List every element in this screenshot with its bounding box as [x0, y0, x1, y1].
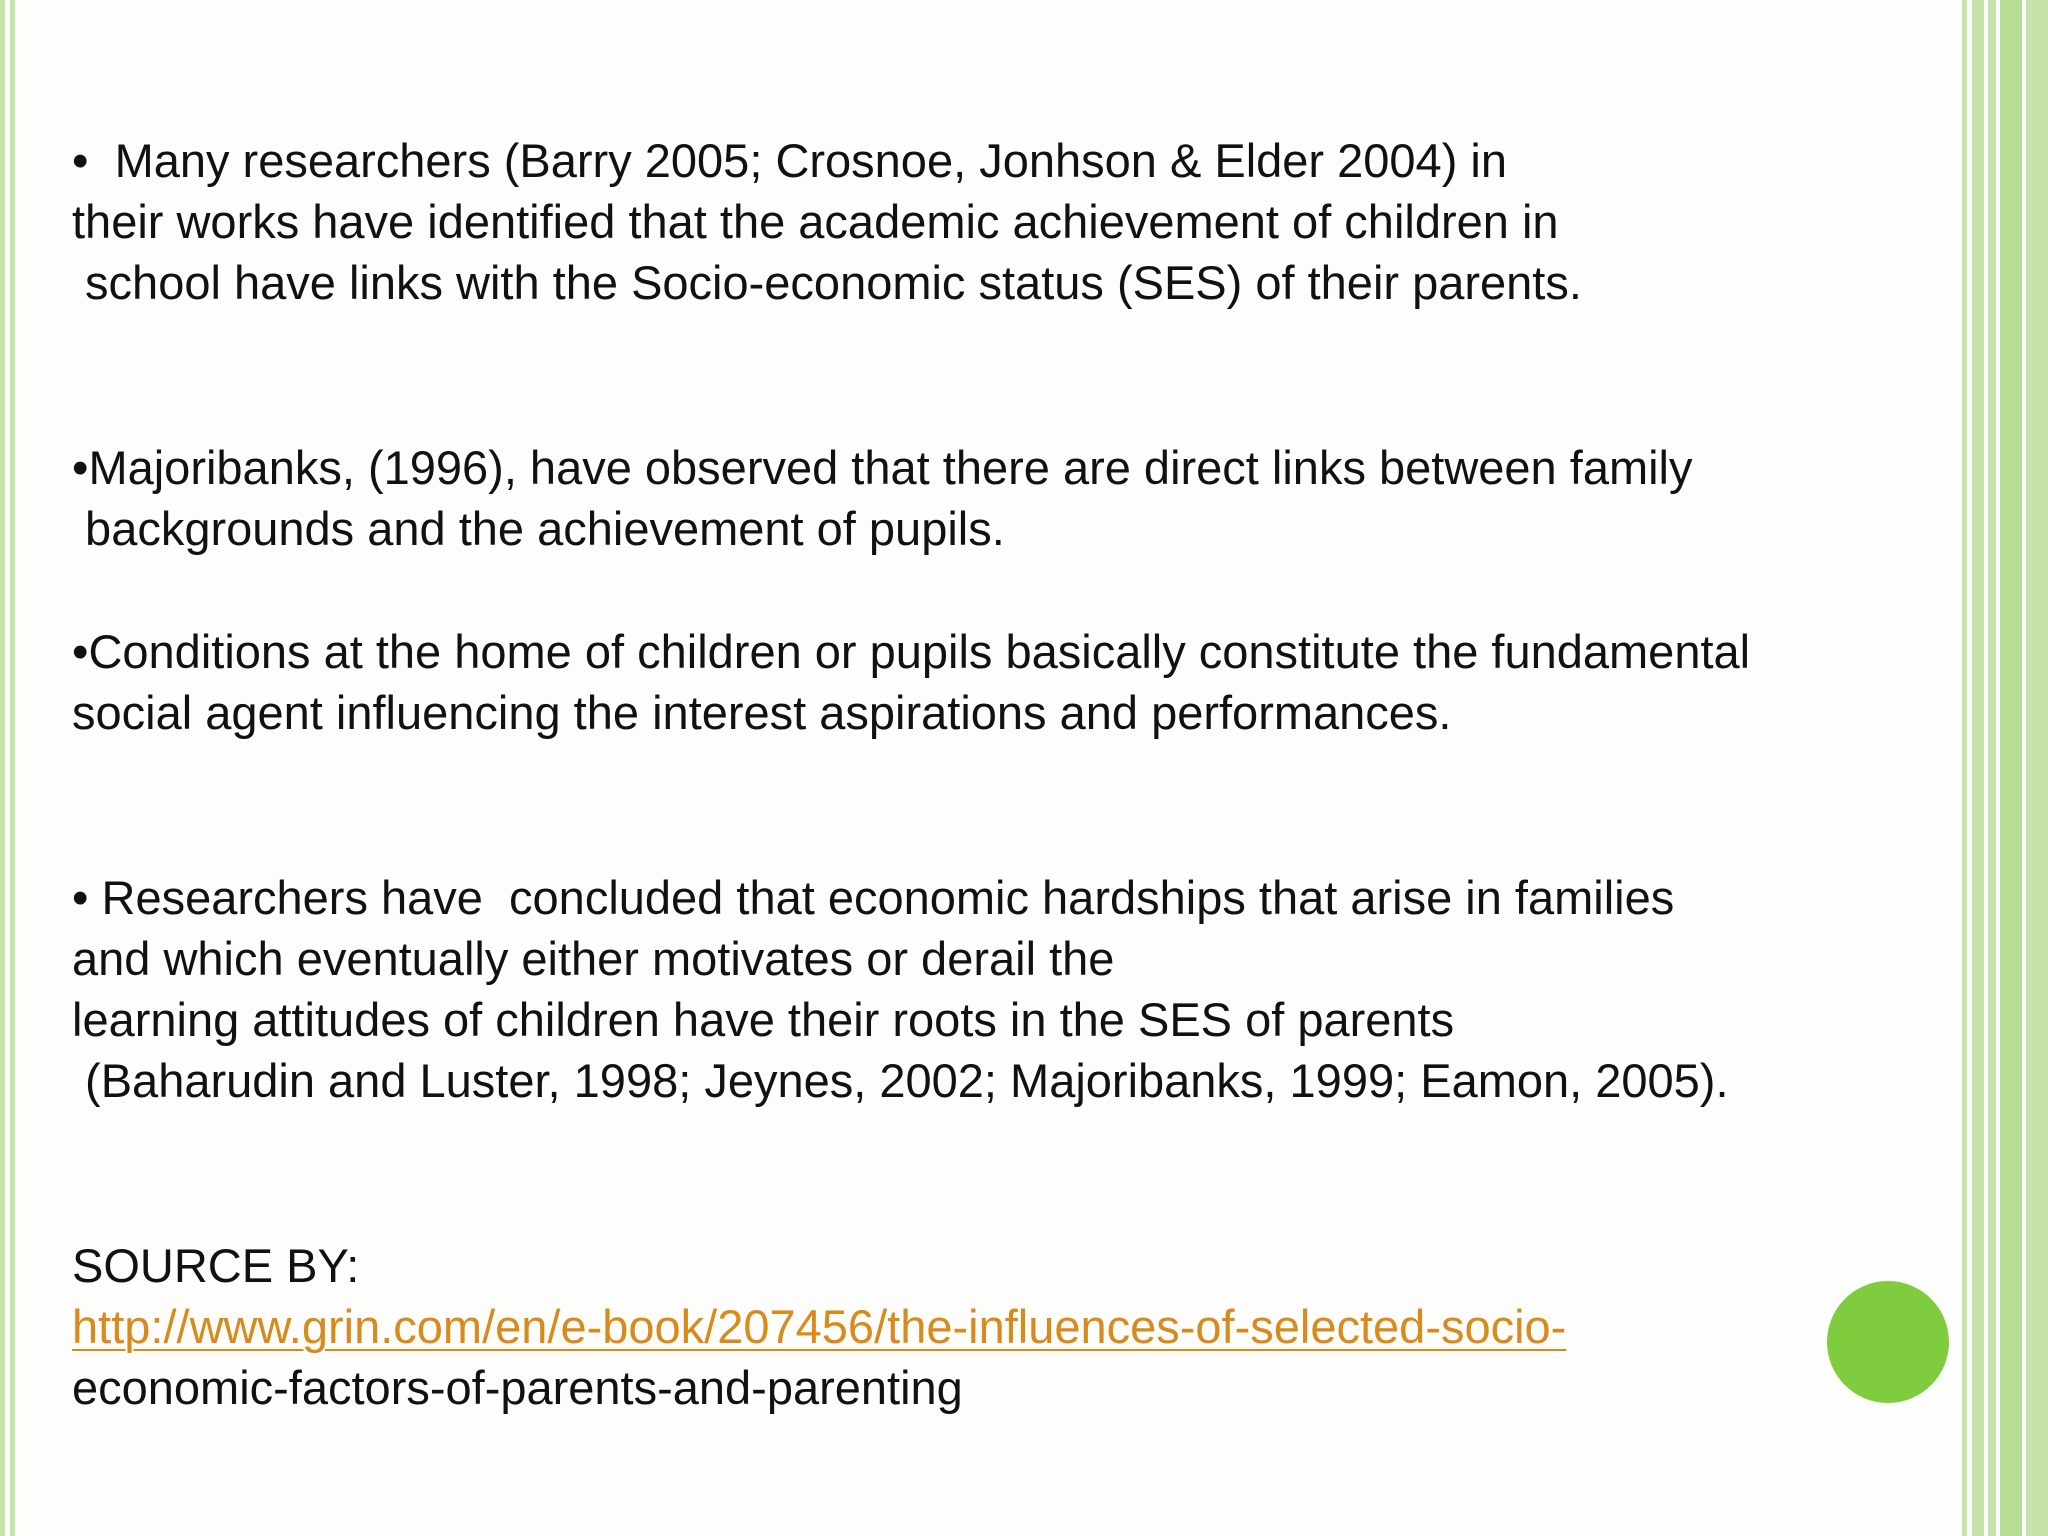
text-line: their works have identified that the academic achievement of children in: [72, 195, 1559, 248]
left-border-stripe: [10, 0, 15, 1536]
source-block: [72, 1235, 1952, 1418]
text-line: backgrounds and the achievement of pupils.: [72, 502, 1005, 555]
source-link-continuation: economic-factors-of-parents-and-parenting: [72, 1361, 963, 1414]
slide-body: [72, 130, 1952, 1418]
text-line: social agent influencing the interest aspirations and performances.: [72, 686, 1452, 739]
right-border-stripe: [2026, 0, 2048, 1536]
text-line: learning attitudes of children have their roots in the SES of parents: [72, 993, 1455, 1046]
right-border-stripe: [1962, 0, 1967, 1536]
paragraph-researchers: [72, 867, 1952, 1111]
paragraph-conditions: [72, 621, 1952, 743]
right-border-stripe: [1972, 0, 1984, 1536]
text-line: and which eventually either motivates or derail the: [72, 932, 1115, 985]
source-label: SOURCE BY:: [72, 1239, 360, 1292]
text-line: (Baharudin and Luster, 1998; Jeynes, 2002; Majoribanks, 1999; Eamon, 2005).: [72, 1054, 1729, 1107]
text-line: •Conditions at the home of children or pupils basically constitute the fundamental: [72, 625, 1751, 678]
text-line: school have links with the Socio-economic status (SES) of their parents.: [72, 256, 1582, 309]
text-line: •Majoribanks, (1996), have observed that there are direct links between family: [72, 441, 1693, 494]
paragraph-majoribanks: [72, 437, 1952, 559]
text-line: • Many researchers (Barry 2005; Crosnoe, Jonhson & Elder 2004) in: [72, 134, 1507, 187]
left-border-stripe: [0, 0, 5, 1536]
text-line: • Researchers have concluded that economic hardships that arise in families: [72, 871, 1675, 924]
right-border-stripe: [1988, 0, 1996, 1536]
paragraph-barry: [72, 130, 1952, 313]
right-border-stripe: [2000, 0, 2022, 1536]
source-link[interactable]: http://www.grin.com/en/e-book/207456/the-influences-of-selected-socio-: [72, 1300, 1567, 1353]
